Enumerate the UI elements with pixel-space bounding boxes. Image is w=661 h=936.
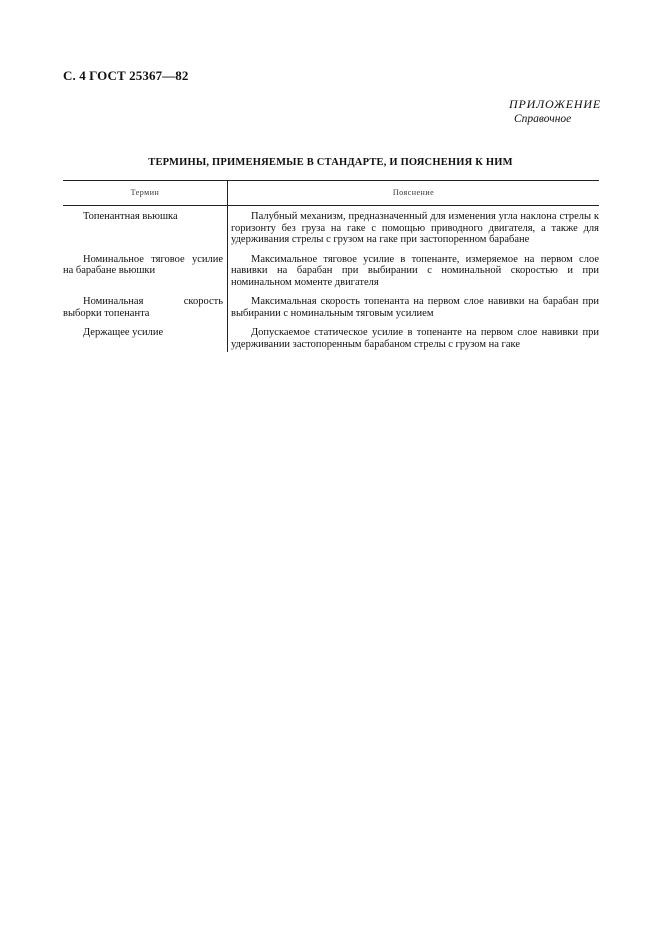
appendix-title: ПРИЛОЖЕНИЕ xyxy=(509,97,601,111)
appendix-label xyxy=(509,97,601,125)
explanation-cell: Палубный механизм, предназначенный для изменения угла наклона стрелы к горизонту без груза на гаке с помощью приводного двигателя, а также для удерживания стрелы с грузом на гаке при застопоренном барабане xyxy=(227,206,599,249)
table-row xyxy=(63,249,599,292)
explanation-cell: Допускаемое статическое усилие в топенанте на первом слое навивки при удерживании застопоренным барабаном стрелы с грузом на гаке xyxy=(227,322,599,352)
term-cell: Номинальное тяговое усилие на барабане вьюшки xyxy=(63,253,223,276)
header-explanation: Пояснение xyxy=(227,181,599,205)
table-row xyxy=(63,291,599,322)
page-header: С. 4 ГОСТ 25367—82 xyxy=(63,68,189,83)
term-cell: Номинальная скорость выборки топенанта xyxy=(63,296,223,319)
explanation-cell: Максимальное тяговое усилие в топенанте, измеряемое на первом слое навивки на барабан при выбирании с номинальной скоростью и при номинальном моменте двигателя xyxy=(227,249,599,292)
term-cell: Топенантная вьюшка xyxy=(83,211,178,222)
term-cell: Держащее усилие xyxy=(83,327,164,338)
table-row xyxy=(63,322,599,352)
table-header xyxy=(63,180,599,206)
table-row xyxy=(63,206,599,249)
table-title: ТЕРМИНЫ, ПРИМЕНЯЕМЫЕ В СТАНДАРТЕ, И ПОЯСНЕНИЯ К НИМ xyxy=(148,157,513,168)
header-term: Термин xyxy=(130,188,160,197)
explanation-cell: Максимальная скорость топенанта на первом слое навивки на барабан при выбирании с номинальным тяговым усилием xyxy=(227,291,599,322)
terms-table xyxy=(63,180,599,352)
appendix-subtitle: Справочное xyxy=(514,113,572,125)
